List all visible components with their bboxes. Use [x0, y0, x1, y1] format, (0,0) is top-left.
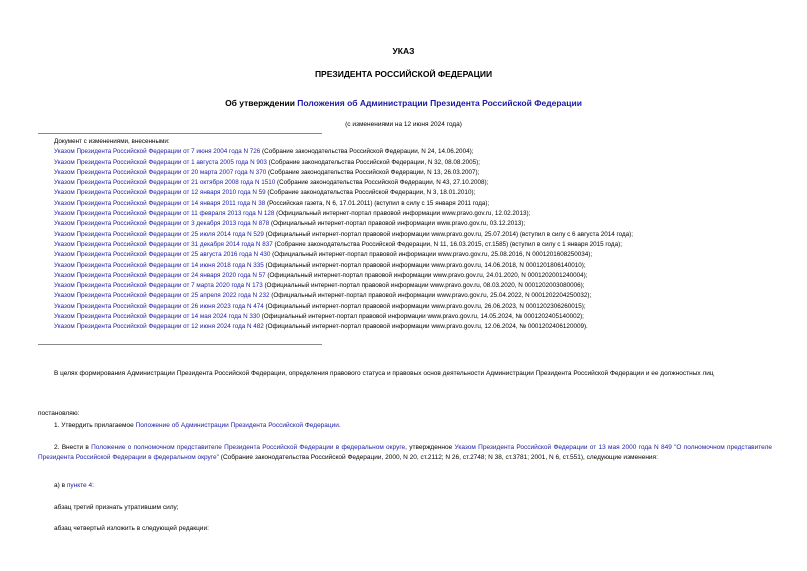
- subject-prefix: Об утверждении: [225, 98, 298, 108]
- amendment-link[interactable]: Указом Президента Российской Федерации от 12 января 2010 года N 59: [54, 189, 266, 197]
- amendment-source: (Официальный интернет-портал правовой информации www.pravo.gov.ru, 25.07.2014) (вступил в силу с 6 августа 2014 года);: [263, 230, 634, 238]
- p2-link-regulation[interactable]: Положение о полномочном представителе Президента Российской Федерации в федеральном округе: [91, 444, 406, 451]
- a-suffix: :: [92, 482, 94, 489]
- amendment-link[interactable]: Указом Президента Российской Федерации от 12 июня 2024 года N 482: [54, 323, 264, 331]
- amendment-source: (Официальный интернет-портал правовой информации www.pravo.gov.ru, 14.05.2024, № 0001202405140002);: [259, 313, 584, 321]
- amendment-link[interactable]: Указом Президента Российской Федерации от 31 декабря 2014 года N 837: [54, 240, 273, 248]
- amendment-item: [54, 312, 794, 322]
- amendment-source: (Российская газета, N 6, 17.01.2011) (вступил в силу с 15 января 2011 года);: [265, 199, 490, 207]
- amendment-item: [54, 291, 794, 301]
- amendment-item: [54, 271, 794, 281]
- amendment-item: [54, 322, 794, 332]
- amendment-link[interactable]: Указом Президента Российской Федерации от 3 декабря 2013 года N 878: [54, 220, 270, 228]
- paragraph-2: [38, 443, 772, 462]
- amendment-source: (Официальный интернет-портал правовой информации www.pravo.gov.ru, 26.06.2023, N 0001202306260015);: [263, 302, 586, 310]
- amendment-link[interactable]: Указом Президента Российской Федерации от 14 мая 2024 года N 330: [54, 313, 260, 321]
- p2-suffix: (Собрание законодательства Российской Федерации, 2000, N 20, ст.2112; N 26, ст.2748; N 38, ст.3781; 2001, N 6, ст.551), следующие изменения:: [218, 453, 658, 461]
- amendment-source: (Собрание законодательства Российской Федерации, N 32, 08.08.2005);: [266, 158, 480, 166]
- amendment-source: (Официальный интернет-портал правовой информации www.pravo.gov.ru, 12.02.2013);: [274, 210, 531, 218]
- amendment-link[interactable]: Указом Президента Российской Федерации от 11 февраля 2013 года N 128: [54, 210, 275, 218]
- amendments-list: [54, 137, 794, 333]
- amendment-item: [54, 219, 794, 229]
- p2-prefix: 2. Внести в: [54, 444, 92, 451]
- amendment-source: (Собрание законодательства Российской Федерации, N 43, 27.10.2008);: [275, 179, 489, 187]
- amendment-source: (Официальный интернет-портал правовой информации www.pravo.gov.ru, 14.06.2018, N 0001201806140010);: [263, 261, 586, 269]
- paragraph-1: [54, 421, 772, 431]
- amendment-link[interactable]: Указом Президента Российской Федерации от 25 июля 2014 года N 529: [54, 230, 264, 238]
- amendment-item: [54, 178, 794, 188]
- amendment-item: [54, 250, 794, 260]
- amendment-item: [54, 302, 794, 312]
- amendment-source: (Официальный интернет-портал правовой информации www.pravo.gov.ru, 03.12.2013);: [269, 220, 526, 228]
- a-link[interactable]: пункте 4: [66, 482, 93, 489]
- amendment-source: (Официальный интернет-портал правовой информации www.pravo.gov.ru, 25.04.2022, N 0001202204250032);: [269, 292, 592, 300]
- doc-type-title: УКАЗ: [392, 46, 415, 56]
- amendment-link[interactable]: Указом Президента Российской Федерации от 7 марта 2020 года N 173: [54, 282, 263, 290]
- p2-link-decree[interactable]: Указом Президента Российской Федерации от 13 мая 2000 года N 849 "О полномочном представителе Президента Российской Федерации в федеральном округе": [38, 444, 772, 461]
- amendment-source: (Официальный интернет-портал правовой информации www.pravo.gov.ru, 12.06.2024, № 0001202406120009).: [263, 323, 588, 331]
- issuer-title: ПРЕЗИДЕНТА РОССИЙСКОЙ ФЕДЕРАЦИИ: [314, 69, 493, 79]
- revision-note: (с изменениями на 12 июня 2024 года): [345, 121, 462, 128]
- amendment-source: (Собрание законодательства Российской Федерации, N 24, 14.06.2004);: [260, 148, 474, 156]
- amendment-source: (Собрание законодательства Российской Федерации, N 11, 16.03.2015, ст.1585) (вступил в силу с 1 января 2015 года);: [272, 240, 622, 248]
- amendment-item: [54, 281, 794, 291]
- amendment-link[interactable]: Указом Президента Российской Федерации от 20 марта 2007 года N 370: [54, 168, 267, 176]
- subject-heading: [0, 98, 807, 108]
- preamble: [54, 369, 772, 379]
- amendment-link[interactable]: Указом Президента Российской Федерации от 25 апреля 2022 года N 232: [54, 292, 270, 300]
- p1-suffix: .: [338, 422, 341, 429]
- amendment-link[interactable]: Указом Президента Российской Федерации от 26 июня 2023 года N 474: [54, 302, 264, 310]
- amendment-link[interactable]: Указом Президента Российской Федерации от 14 января 2011 года N 38: [54, 199, 266, 207]
- amendment-item: [54, 147, 794, 157]
- amendment-link[interactable]: Указом Президента Российской Федерации от 25 августа 2016 года N 430: [54, 251, 271, 259]
- amendment-source: (Собрание законодательства Российской Федерации, N 3, 18.01.2010);: [265, 189, 476, 197]
- decree-word: постановляю:: [38, 410, 80, 417]
- amendment-link[interactable]: Указом Президента Российской Федерации от 1 августа 2005 года N 903: [54, 158, 267, 166]
- amendment-source: (Официальный интернет-портал правовой информации www.pravo.gov.ru, 25.08.2016, N 0001201608250034);: [270, 251, 593, 259]
- amendment-item: [54, 168, 794, 178]
- p2-mid: , утвержденное: [405, 444, 455, 451]
- amendments-intro: Документ с изменениями, внесенными:: [54, 138, 170, 145]
- amendment-item: [54, 230, 794, 240]
- amendment-item: [54, 240, 794, 250]
- amendment-item: [54, 199, 794, 209]
- amendment-item: [54, 158, 794, 168]
- preamble-text: В целях формирования Администрации Президента Российской Федерации, определения правового статуса и правовых основ деятельности Администрации Президента Российской Федерации и ее должностных лиц: [54, 370, 714, 377]
- line-paragraph-3: абзац третий признать утратившим силу;: [54, 504, 179, 511]
- amendment-source: (Собрание законодательства Российской Федерации, N 13, 26.03.2007);: [266, 168, 480, 176]
- amendment-item: [54, 261, 794, 271]
- divider-top: [38, 133, 322, 134]
- divider-bottom: [38, 344, 322, 345]
- a-prefix: а) в: [54, 482, 67, 489]
- amendment-item: [54, 188, 794, 198]
- amendment-link[interactable]: Указом Президента Российской Федерации от 14 июня 2018 года N 335: [54, 261, 264, 269]
- amendment-item: [54, 209, 794, 219]
- amendment-source: (Официальный интернет-портал правовой информации www.pravo.gov.ru, 24.01.2020, N 0001202001240004);: [265, 271, 588, 279]
- line-paragraph-4: абзац четвертый изложить в следующей редакции:: [54, 525, 209, 532]
- p1-prefix: 1. Утвердить прилагаемое: [54, 422, 136, 429]
- p1-link[interactable]: Положение об Администрации Президента Российской Федерации: [135, 422, 339, 429]
- amendment-link[interactable]: Указом Президента Российской Федерации от 7 июня 2004 года N 726: [54, 148, 261, 156]
- subject-link[interactable]: Положения об Администрации Президента Российской Федерации: [297, 98, 582, 108]
- amendment-link[interactable]: Указом Президента Российской Федерации от 24 января 2020 года N 57: [54, 271, 266, 279]
- subitem-a: [54, 481, 94, 491]
- amendment-source: (Официальный интернет-портал правовой информации www.pravo.gov.ru, 08.03.2020, N 0001202003080006);: [262, 282, 585, 290]
- amendment-link[interactable]: Указом Президента Российской Федерации от 21 октября 2008 года N 1510: [54, 179, 276, 187]
